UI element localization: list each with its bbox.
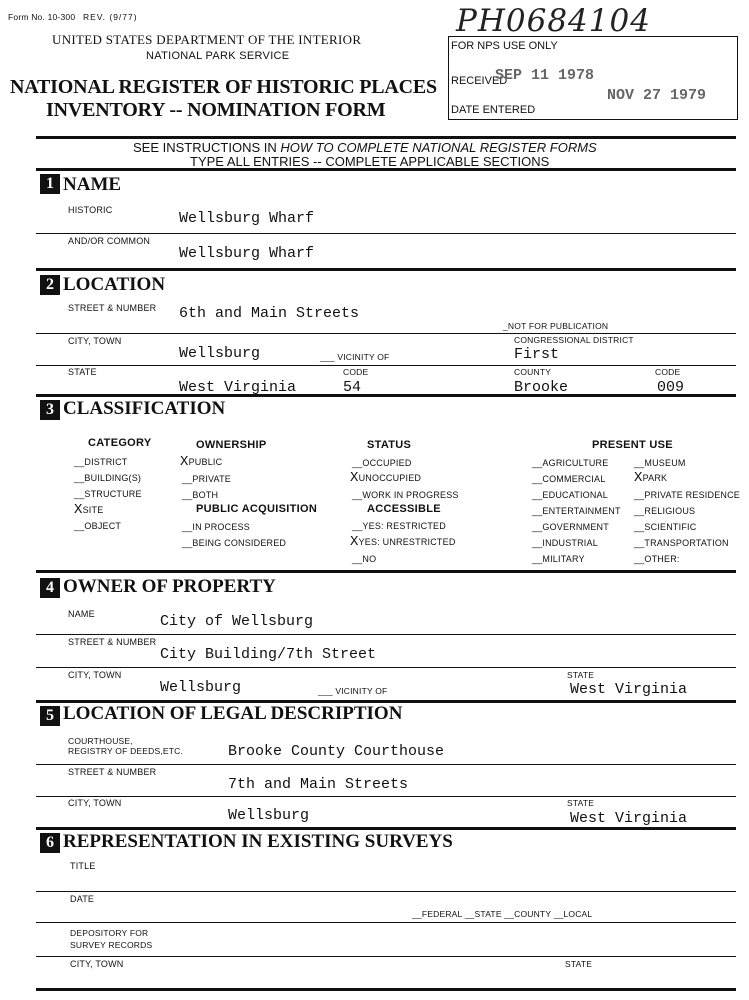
ownership-both[interactable]: __BOTH xyxy=(182,490,219,500)
use-religious[interactable]: __RELIGIOUS xyxy=(634,506,696,516)
state-label: STATE xyxy=(68,367,97,377)
present-use-heading: PRESENT USE xyxy=(592,439,673,451)
location-street-value: 6th and Main Streets xyxy=(179,305,360,322)
use-park[interactable]: XPARK xyxy=(634,470,668,486)
nps-use-box xyxy=(448,36,738,120)
received-stamp: SEP 11 1978 xyxy=(495,67,595,84)
use-entertainment[interactable]: __ENTERTAINMENT xyxy=(532,506,621,516)
congressional-district-value: First xyxy=(514,346,560,363)
section-title-name: NAME xyxy=(63,174,122,195)
category-site[interactable]: XSITE xyxy=(74,502,104,518)
section-divider xyxy=(36,827,736,830)
check-mark: X xyxy=(74,502,83,518)
owner-vicinity-label: ___ VICINITY OF xyxy=(318,686,388,696)
form-title-line1: NATIONAL REGISTER OF HISTORIC PLACES xyxy=(10,76,437,98)
use-other[interactable]: __OTHER: xyxy=(634,554,680,564)
status-unoccupied[interactable]: XUNOCCUPIED xyxy=(350,470,422,486)
status-occupied[interactable]: __OCCUPIED xyxy=(352,458,412,468)
legal-city-label: CITY, TOWN xyxy=(68,798,122,808)
location-city-value: Wellsburg xyxy=(179,345,261,362)
category-structure[interactable]: __STRUCTURE xyxy=(74,489,142,499)
county-code-value: 009 xyxy=(657,379,685,396)
check-mark: X xyxy=(634,470,643,486)
section-number-3: 3 xyxy=(40,400,60,420)
common-name-value: Wellsburg Wharf xyxy=(179,245,315,262)
category-district[interactable]: __DISTRICT xyxy=(74,457,128,467)
owner-name-value: City of Wellsburg xyxy=(160,613,314,630)
form-number: Form No. 10-300 REV. (9/77) xyxy=(8,12,138,22)
use-scientific[interactable]: __SCIENTIFIC xyxy=(634,522,697,532)
form-title-line2: INVENTORY -- NOMINATION FORM xyxy=(46,99,386,121)
use-private-residence[interactable]: __PRIVATE RESIDENCE xyxy=(634,490,740,500)
check-mark: X xyxy=(180,454,189,470)
not-for-publication-label: _NOT FOR PUBLICATION xyxy=(503,321,609,331)
ownership-private[interactable]: __PRIVATE xyxy=(182,474,231,484)
location-state-value: West Virginia xyxy=(179,379,297,396)
header-divider xyxy=(36,136,736,139)
owner-state-value: West Virginia xyxy=(570,681,688,698)
survey-title-label: TITLE xyxy=(70,861,96,871)
section-divider xyxy=(36,570,736,573)
section-title-location: LOCATION xyxy=(63,274,166,295)
county-code-label: CODE xyxy=(655,367,681,377)
check-mark: X xyxy=(350,534,359,550)
legal-city-value: Wellsburg xyxy=(228,807,310,824)
survey-records-label: SURVEY RECORDS xyxy=(70,940,153,950)
nps-box-label: FOR NPS USE ONLY xyxy=(451,40,558,52)
section-divider xyxy=(36,988,736,991)
use-museum[interactable]: __MUSEUM xyxy=(634,458,686,468)
depository-label: DEPOSITORY FOR xyxy=(70,928,149,938)
section-divider xyxy=(36,268,736,271)
section-title-legal-description: LOCATION OF LEGAL DESCRIPTION xyxy=(63,703,403,724)
category-heading: CATEGORY xyxy=(88,437,152,449)
rule xyxy=(36,365,736,366)
rule xyxy=(36,233,736,234)
section-divider xyxy=(36,394,736,397)
survey-city-label: CITY, TOWN xyxy=(70,959,124,969)
use-agriculture[interactable]: __AGRICULTURE xyxy=(532,458,609,468)
rule xyxy=(36,333,736,334)
rule xyxy=(36,764,736,765)
use-industrial[interactable]: __INDUSTRIAL xyxy=(532,538,598,548)
handwritten-id: PH0684104 xyxy=(456,3,651,39)
county-value: Brooke xyxy=(514,379,569,396)
rule xyxy=(36,796,736,797)
section-number-4: 4 xyxy=(40,578,60,598)
legal-state-value: West Virginia xyxy=(570,810,688,827)
registry-label: REGISTRY OF DEEDS,ETC. xyxy=(68,746,184,756)
rule xyxy=(36,922,736,923)
rule xyxy=(36,891,736,892)
vicinity-of-label: ___ VICINITY OF xyxy=(320,352,390,362)
accessible-no[interactable]: __NO xyxy=(352,554,377,564)
historic-label: HISTORIC xyxy=(68,205,113,215)
use-military[interactable]: __MILITARY xyxy=(532,554,585,564)
ownership-heading: OWNERSHIP xyxy=(196,439,267,451)
street-number-label: STREET & NUMBER xyxy=(68,303,157,313)
use-government[interactable]: __GOVERNMENT xyxy=(532,522,609,532)
congressional-district-label: CONGRESSIONAL DISTRICT xyxy=(514,335,634,345)
acquisition-in-process[interactable]: __IN PROCESS xyxy=(182,522,250,532)
category-buildings[interactable]: __BUILDING(S) xyxy=(74,473,142,483)
status-heading: STATUS xyxy=(367,439,412,451)
state-code-label: CODE xyxy=(343,367,369,377)
instructions-divider xyxy=(36,168,736,171)
section-title-classification: CLASSIFICATION xyxy=(63,398,226,419)
owner-state-label: STATE xyxy=(567,670,595,680)
public-acquisition-heading: PUBLIC ACQUISITION xyxy=(196,503,318,515)
survey-state-label: STATE xyxy=(565,959,593,969)
service-name: NATIONAL PARK SERVICE xyxy=(146,50,290,62)
section-title-surveys: REPRESENTATION IN EXISTING SURVEYS xyxy=(63,831,453,852)
owner-city-value: Wellsburg xyxy=(160,679,242,696)
owner-name-label: NAME xyxy=(68,609,95,619)
use-educational[interactable]: __EDUCATIONAL xyxy=(532,490,608,500)
section-title-owner: OWNER OF PROPERTY xyxy=(63,576,276,597)
historic-name-value: Wellsburg Wharf xyxy=(179,210,315,227)
owner-street-label: STREET & NUMBER xyxy=(68,637,157,647)
instructions-line1: SEE INSTRUCTIONS IN HOW TO COMPLETE NATIONAL REGISTER FORMS xyxy=(133,140,597,155)
legal-street-label: STREET & NUMBER xyxy=(68,767,157,777)
accessible-heading: ACCESSIBLE xyxy=(367,503,441,515)
owner-city-label: CITY, TOWN xyxy=(68,670,122,680)
status-work-in-progress[interactable]: __WORK IN PROGRESS xyxy=(352,490,459,500)
accessible-yes-restricted[interactable]: __YES: RESTRICTED xyxy=(352,521,446,531)
section-number-6: 6 xyxy=(40,833,60,853)
legal-street-value: 7th and Main Streets xyxy=(228,776,409,793)
courthouse-label: COURTHOUSE, xyxy=(68,736,133,746)
rule xyxy=(36,667,736,668)
section-number-1: 1 xyxy=(40,174,60,194)
instructions-line2: TYPE ALL ENTRIES -- COMPLETE APPLICABLE SECTIONS xyxy=(190,154,550,169)
department-name: UNITED STATES DEPARTMENT OF THE INTERIOR xyxy=(52,32,362,47)
section-number-2: 2 xyxy=(40,275,60,295)
survey-levels[interactable]: __FEDERAL __STATE __COUNTY __LOCAL xyxy=(412,909,593,919)
section-number-5: 5 xyxy=(40,706,60,726)
check-mark: X xyxy=(350,470,359,486)
date-entered-label: DATE ENTERED xyxy=(451,104,536,116)
acquisition-being-considered[interactable]: __BEING CONSIDERED xyxy=(182,538,287,548)
ownership-public[interactable]: XPUBLIC xyxy=(180,454,223,470)
survey-date-label: DATE xyxy=(70,894,95,904)
county-label: COUNTY xyxy=(514,367,552,377)
date-entered-stamp: NOV 27 1979 xyxy=(607,87,707,104)
use-transportation[interactable]: __TRANSPORTATION xyxy=(634,538,729,548)
category-object[interactable]: __OBJECT xyxy=(74,521,122,531)
city-town-label: CITY, TOWN xyxy=(68,336,122,346)
owner-street-value: City Building/7th Street xyxy=(160,646,377,663)
rule xyxy=(36,634,736,635)
accessible-yes-unrestricted[interactable]: XYES: UNRESTRICTED xyxy=(350,534,456,550)
received-label: RECEIVED xyxy=(451,75,508,87)
common-name-label: AND/OR COMMON xyxy=(68,236,151,246)
state-code-value: 54 xyxy=(343,379,362,396)
use-commercial[interactable]: __COMMERCIAL xyxy=(532,474,606,484)
courthouse-value: Brooke County Courthouse xyxy=(228,743,445,760)
legal-state-label: STATE xyxy=(567,798,595,808)
rule xyxy=(36,956,736,957)
